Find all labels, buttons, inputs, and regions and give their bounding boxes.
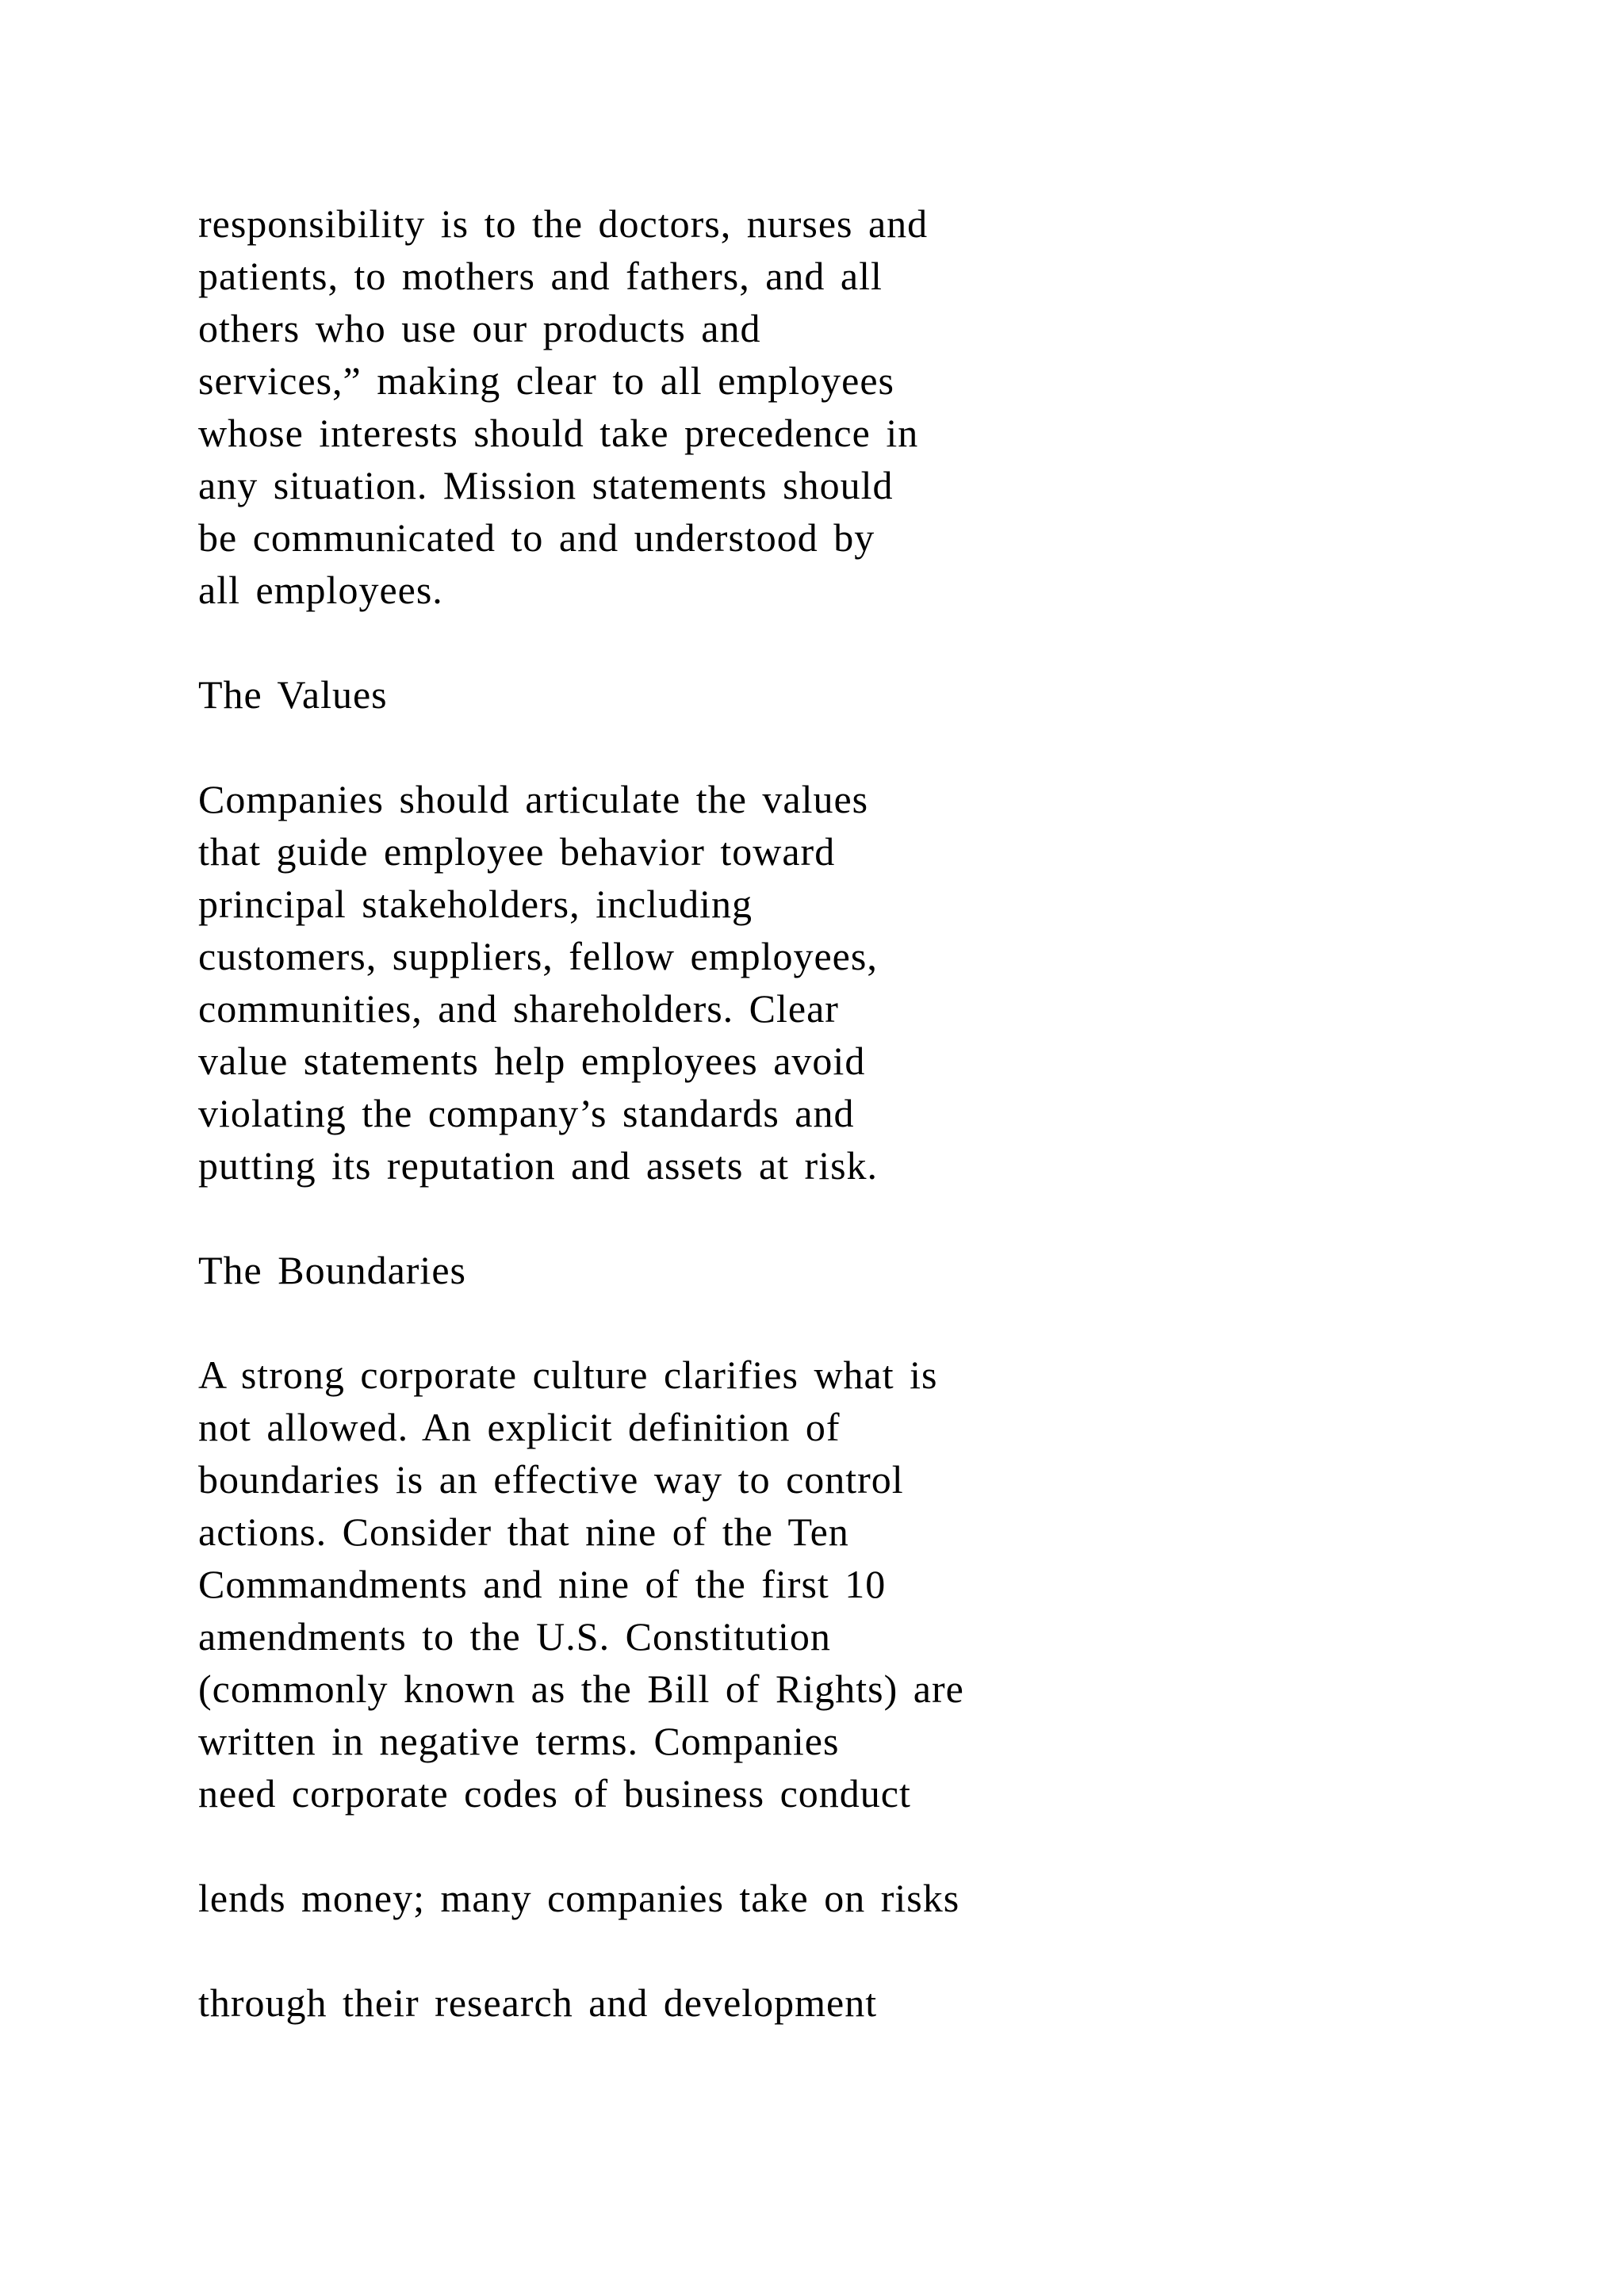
text-line: amendments to the U.S. Constitution <box>198 1614 831 1659</box>
text-line: Commandments and nine of the first 10 <box>198 1562 887 1606</box>
text-line: all employees. <box>198 568 443 612</box>
text-line: value statements help employees avoid <box>198 1039 866 1083</box>
text-line: lends money; many companies take on risks <box>198 1876 960 1920</box>
text-line: services,” making clear to all employees <box>198 358 895 403</box>
text-line: whose interests should take precedence in <box>198 411 919 455</box>
text-line: putting its reputation and assets at risk. <box>198 1143 879 1188</box>
text-line: responsibility is to the doctors, nurses and <box>198 201 929 246</box>
text-line: be communicated to and understood by <box>198 515 875 560</box>
text-line: that guide employee behavior toward <box>198 829 836 874</box>
text-line: need corporate codes of business conduct <box>198 1771 911 1816</box>
text-line: others who use our products and <box>198 306 761 350</box>
text-line: actions. Consider that nine of the Ten <box>198 1510 849 1554</box>
text-line: any situation. Mission statements should <box>198 463 894 507</box>
text-line: violating the company’s standards and <box>198 1091 855 1135</box>
text-line: boundaries is an effective way to control <box>198 1457 904 1502</box>
text-line: (commonly known as the Bill of Rights) are <box>198 1667 964 1711</box>
text-line: through their research and development <box>198 1980 878 2025</box>
section-heading-boundaries: The Boundaries <box>198 1248 466 1292</box>
text-line: communities, and shareholders. Clear <box>198 986 839 1031</box>
text-line: customers, suppliers, fellow employees, <box>198 934 878 978</box>
text-line: not allowed. An explicit definition of <box>198 1405 841 1449</box>
section-heading-values: The Values <box>198 672 388 717</box>
text-line: A strong corporate culture clarifies what is <box>198 1353 938 1397</box>
text-line: Companies should articulate the values <box>198 777 869 821</box>
text-line: patients, to mothers and fathers, and all <box>198 254 883 298</box>
text-line: principal stakeholders, including <box>198 882 753 926</box>
text-line: written in negative terms. Companies <box>198 1719 840 1763</box>
